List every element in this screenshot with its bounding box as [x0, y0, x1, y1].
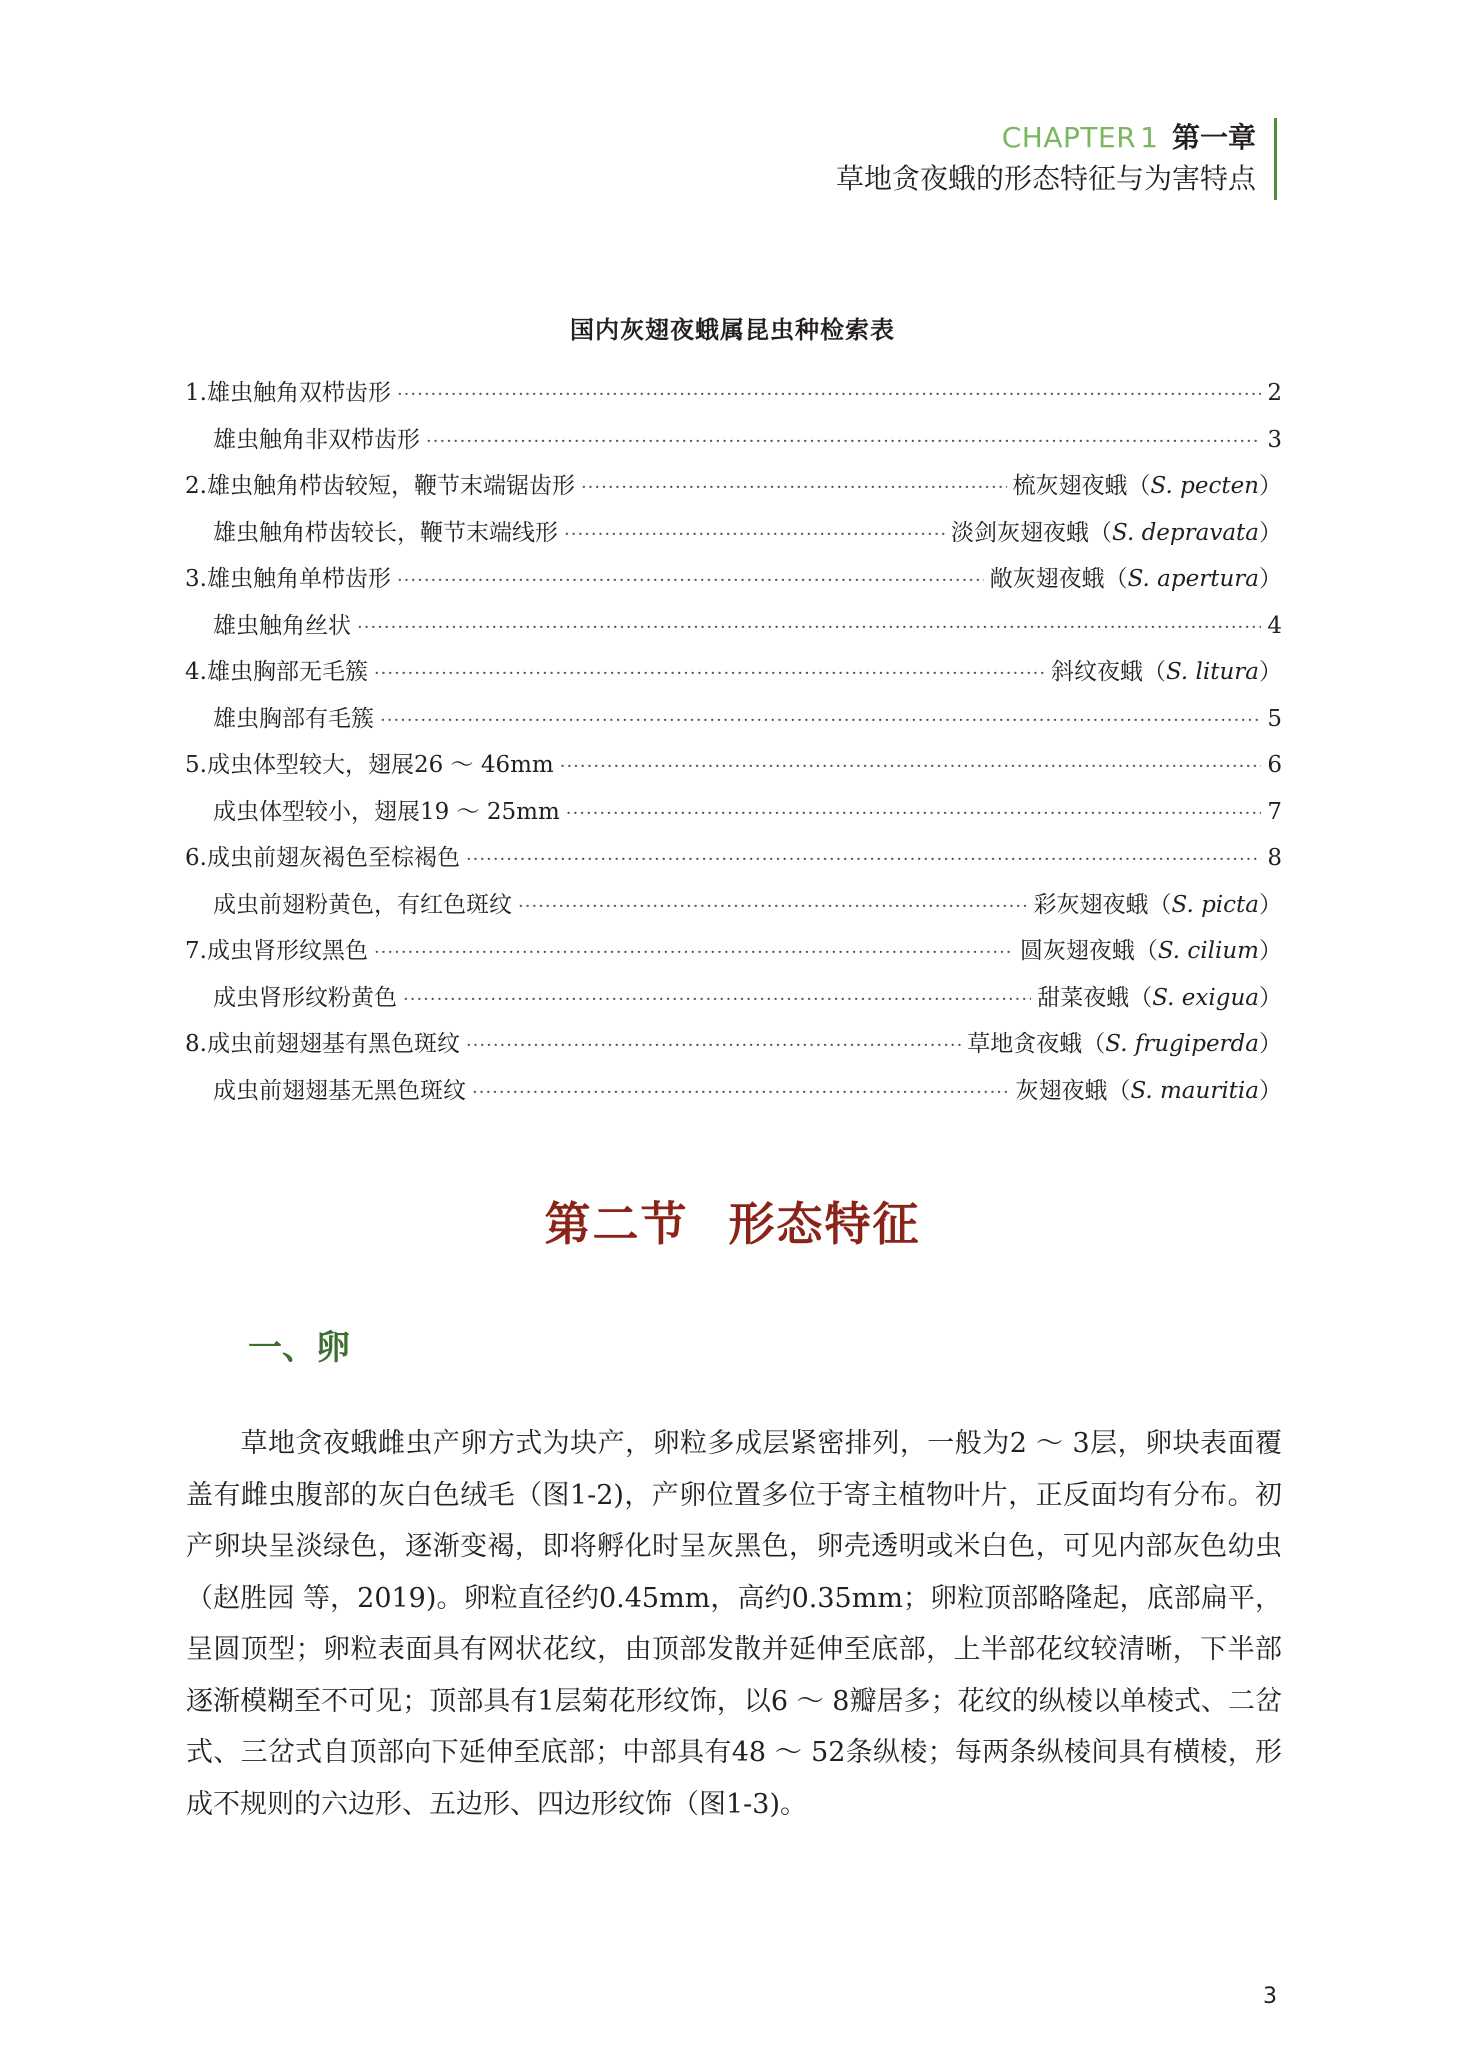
key-row-text [213, 510, 558, 556]
key-row [185, 835, 1282, 882]
dot-leader [466, 1023, 961, 1069]
dot-leader [426, 419, 1261, 465]
species-latin-name: S. cilium [1157, 938, 1259, 964]
section-title [0, 1188, 1465, 1254]
key-row-result [1020, 928, 1282, 974]
key-row-description: 雄虫触角丝状 [213, 612, 351, 639]
key-row [185, 696, 1282, 743]
key-row-description: 成虫肾形纹黑色 [206, 938, 368, 964]
closing-paren: ） [1259, 659, 1282, 685]
section-number: 第二节 [544, 1197, 689, 1251]
key-row-result [1051, 649, 1282, 695]
running-header [836, 118, 1277, 200]
key-row-number: 7. [185, 938, 207, 964]
chapter-number: 1 [1140, 121, 1158, 154]
key-row-result [1267, 789, 1282, 835]
key-row-result-text: 草地贪夜蛾（ [967, 1031, 1106, 1057]
key-row [185, 882, 1282, 929]
dot-leader [403, 977, 1031, 1023]
key-row-result [1034, 882, 1282, 928]
closing-paren: ） [1259, 1077, 1282, 1104]
key-row-result [1015, 1068, 1282, 1114]
key-row-number: 6. [185, 845, 207, 871]
closing-paren: ） [1259, 519, 1282, 546]
key-row [185, 370, 1282, 417]
dot-leader [564, 512, 945, 558]
key-row-result-text: 3 [1267, 426, 1282, 453]
closing-paren: ） [1259, 984, 1282, 1011]
species-latin-name: S. litura [1165, 659, 1259, 685]
chapter-title: 草地贪夜蛾的形态特征与为害特点 [835, 162, 1256, 195]
dot-leader [397, 372, 1261, 418]
key-row-result [1267, 603, 1282, 649]
key-row-result-text: 敞灰翅夜蛾（ [989, 566, 1128, 592]
dot-leader [374, 651, 1045, 697]
key-row-result [1267, 742, 1282, 788]
species-latin-name: S. apertura [1127, 566, 1259, 592]
dot-leader [518, 884, 1028, 930]
key-row-text [213, 975, 397, 1021]
dot-leader [357, 605, 1261, 651]
key-row-number: 4. [185, 659, 207, 685]
key-row-text [185, 649, 368, 695]
species-latin-name: S. frugiperda [1105, 1031, 1259, 1057]
key-row-result [967, 1021, 1282, 1067]
key-row-text [213, 1068, 466, 1114]
key-row [185, 975, 1282, 1022]
dot-leader [581, 465, 1007, 511]
closing-paren: ） [1259, 473, 1282, 499]
key-row-description: 成虫前翅粉黄色，有红色斑纹 [213, 891, 512, 918]
key-row-result [951, 510, 1282, 556]
key-row-description: 雄虫触角栉齿较短，鞭节末端锯齿形 [206, 473, 575, 499]
body-paragraph [186, 1418, 1282, 1830]
key-row-text [185, 928, 368, 974]
key-row-description: 雄虫触角双栉齿形 [206, 380, 391, 406]
key-row-result [1013, 463, 1282, 509]
key-row-description: 成虫前翅翅基有黑色斑纹 [206, 1031, 460, 1057]
key-row-result-text: 6 [1267, 752, 1282, 778]
dot-leader [466, 837, 1261, 883]
key-row-text [185, 835, 460, 881]
key-row-text [185, 370, 391, 416]
key-table [185, 370, 1282, 1114]
key-row-text [185, 463, 575, 509]
key-row [185, 510, 1282, 557]
key-row-text [213, 417, 420, 463]
key-row-result [1037, 975, 1282, 1021]
species-latin-name: S. mauritia [1130, 1077, 1259, 1104]
key-row-description: 雄虫触角非双栉齿形 [213, 426, 420, 453]
key-row-result [1267, 370, 1282, 416]
key-row-text [185, 556, 391, 602]
key-row [185, 742, 1282, 789]
species-latin-name: S. exigua [1152, 984, 1259, 1011]
closing-paren: ） [1259, 566, 1282, 592]
body-paragraph-text: 草地贪夜蛾雌虫产卵方式为块产，卵粒多成层紧密排列，一般为2 ～ 3层，卵块表面覆盖有雌虫腹部的灰白色绒毛（图1-2)，产卵位置多位于寄主植物叶片，正反面均有分布。初产卵块呈淡绿色，逐渐变褐，即将孵化时呈灰黑色，卵壳透明或米白色，可见内部灰色幼虫（赵胜园 等，2019)。卵粒直径约0.45mm，高约0.35mm；卵粒顶部略隆起，底部扁平，呈圆顶型；卵粒表面具有网状花纹，由顶部发散并延伸至底部，上半部花纹较清晰，下半部逐渐模糊至不可见；顶部具有1层菊花形纹饰，以6 ～ 8瓣居多；花纹的纵棱以单棱式、二岔式、三岔式自顶部向下延伸至底部；中部具有48 ～ 52条纵棱；每两条纵棱间具有横棱，形成不规则的六边形、五边形、四边形纹饰（图1-3)。 [186, 1428, 1282, 1820]
key-row-result [1267, 417, 1282, 463]
key-row-result-text: 5 [1267, 705, 1282, 732]
page-number: 3 [1263, 1984, 1277, 2009]
key-row-number: 1. [185, 380, 207, 406]
key-row-text [185, 1021, 460, 1067]
chapter-zh: 第一章 [1171, 121, 1256, 154]
key-row-result-text: 4 [1267, 612, 1282, 639]
key-row-result-text: 2 [1267, 380, 1282, 406]
key-row-result-text: 灰翅夜蛾（ [1015, 1077, 1131, 1104]
species-latin-name: S. depravata [1112, 519, 1259, 546]
dot-leader [380, 698, 1261, 744]
key-row [185, 1068, 1282, 1115]
key-row-text [185, 742, 554, 788]
key-row-number: 2. [185, 473, 207, 499]
key-row-description: 成虫肾形纹粉黄色 [213, 984, 397, 1011]
closing-paren: ） [1259, 938, 1282, 964]
key-row [185, 928, 1282, 975]
chapter-label [836, 118, 1256, 158]
key-row-result-text: 7 [1267, 798, 1282, 825]
key-row-result-text: 彩灰翅夜蛾（ [1033, 891, 1172, 918]
closing-paren: ） [1259, 891, 1282, 918]
key-row-number: 5. [185, 752, 207, 778]
dot-leader [566, 791, 1262, 837]
key-row [185, 603, 1282, 650]
key-row-description: 成虫体型较小，翅展19 ～ 25mm [213, 798, 560, 825]
dot-leader [472, 1070, 1009, 1116]
key-row-result [990, 556, 1282, 602]
key-row-result-text: 淡剑灰翅夜蛾（ [951, 519, 1113, 546]
closing-paren: ） [1259, 1031, 1282, 1057]
key-row [185, 789, 1282, 836]
key-row [185, 649, 1282, 696]
key-row-number: 3. [185, 566, 207, 592]
key-row-result-text: 甜菜夜蛾（ [1037, 984, 1153, 1011]
key-row-result-text: 8 [1267, 845, 1282, 871]
key-row-number: 8. [185, 1031, 207, 1057]
section-name: 形态特征 [728, 1197, 921, 1251]
dot-leader [397, 558, 984, 604]
key-row-result-text: 圆灰翅夜蛾（ [1019, 938, 1158, 964]
species-latin-name: S. picta [1171, 891, 1259, 918]
key-row-description: 成虫前翅灰褐色至棕褐色 [206, 845, 460, 871]
key-row-text [213, 789, 560, 835]
key-table-title: 国内灰翅夜蛾属昆虫种检索表 [570, 316, 895, 344]
key-row [185, 463, 1282, 510]
key-row-text [213, 696, 374, 742]
subsection-title: 一、卵 [248, 1328, 350, 1368]
key-row-description: 成虫体型较大，翅展26 ～ 46mm [206, 752, 554, 778]
key-row-result [1267, 835, 1282, 881]
key-row-description: 雄虫胸部无毛簇 [206, 659, 368, 685]
key-row-result [1267, 696, 1282, 742]
chapter-en: CHAPTER [1001, 121, 1137, 154]
key-row-description: 雄虫触角单栉齿形 [206, 566, 391, 592]
key-row [185, 556, 1282, 603]
key-row-description: 雄虫胸部有毛簇 [213, 705, 374, 732]
key-row-result-text: 梳灰翅夜蛾（ [1012, 473, 1151, 499]
key-row [185, 417, 1282, 464]
key-row-text [213, 882, 512, 928]
key-row-result-text: 斜纹夜蛾（ [1050, 659, 1166, 685]
key-row-description: 成虫前翅翅基无黑色斑纹 [213, 1077, 466, 1104]
key-row-description: 雄虫触角栉齿较长，鞭节末端线形 [213, 519, 558, 546]
key-row [185, 1021, 1282, 1068]
species-latin-name: S. pecten [1150, 473, 1259, 499]
dot-leader [560, 744, 1262, 790]
key-row-text [213, 603, 351, 649]
dot-leader [374, 930, 1014, 976]
